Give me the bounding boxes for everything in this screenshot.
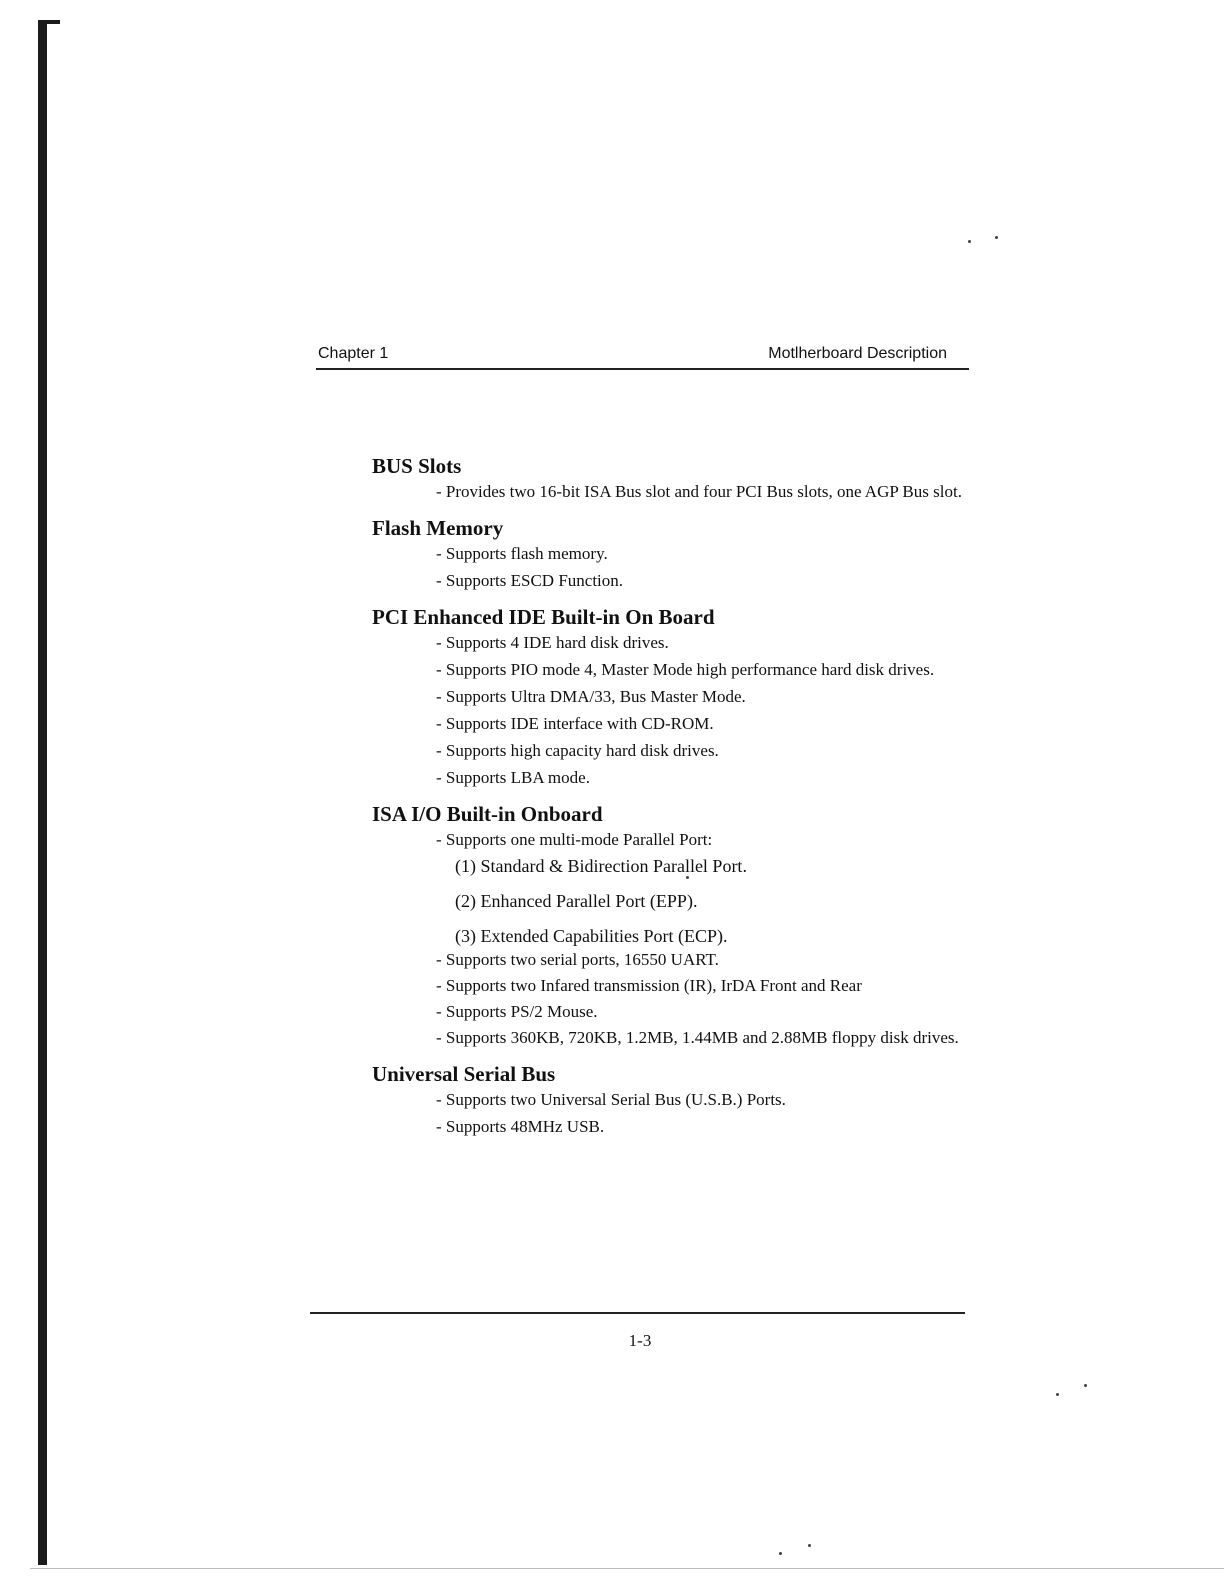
sub-list	[372, 854, 972, 948]
list-item: - Supports Ultra DMA/33, Bus Master Mode.	[436, 687, 746, 706]
list-item: - Supports two Universal Serial Bus (U.S.B.) Ports.	[436, 1090, 786, 1109]
scan-edge-line	[30, 1568, 1224, 1569]
chapter-title: Motlherboard Description	[768, 345, 947, 362]
list-item: - Supports high capacity hard disk drives.	[436, 741, 719, 760]
sub-list-item: (3) Extended Capabilities Port (ECP).	[455, 926, 728, 946]
list-item: - Provides two 16-bit ISA Bus slot and four PCI Bus slots, one AGP Bus slot.	[436, 482, 962, 501]
item-list	[372, 948, 972, 1050]
item-list	[372, 828, 972, 852]
scan-speck	[779, 1552, 782, 1555]
section-flash-memory	[372, 514, 972, 593]
list-item: - Supports 4 IDE hard disk drives.	[436, 633, 669, 652]
list-item: - Supports 48MHz USB.	[436, 1117, 605, 1136]
sub-list-item: (2) Enhanced Parallel Port (EPP).	[455, 891, 698, 911]
list-item: - Supports flash memory.	[436, 544, 608, 563]
item-list	[372, 542, 972, 593]
footer-rule	[310, 1312, 965, 1314]
scan-speck	[1084, 1384, 1087, 1387]
section-isa-io	[372, 800, 972, 1050]
document-body	[372, 452, 972, 1149]
binding-edge-tab	[38, 20, 60, 24]
section-bus-slots	[372, 452, 972, 504]
list-item: - Supports ESCD Function.	[436, 571, 624, 590]
chapter-label: Chapter 1	[318, 345, 389, 362]
section-usb	[372, 1060, 972, 1139]
list-item: - Supports IDE interface with CD-ROM.	[436, 714, 714, 733]
scan-speck	[808, 1544, 811, 1547]
list-item: - Supports two serial ports, 16550 UART.	[436, 950, 719, 969]
running-header	[316, 344, 969, 370]
section-heading: BUS Slots	[372, 454, 462, 478]
scan-speck	[968, 240, 971, 243]
list-item: - Supports 360KB, 720KB, 1.2MB, 1.44MB and 2.88MB floppy disk drives.	[436, 1028, 959, 1047]
list-item: - Supports one multi-mode Parallel Port:	[436, 830, 713, 849]
list-item: - Supports LBA mode.	[436, 768, 590, 787]
section-heading: PCI Enhanced IDE Built-in On Board	[372, 605, 715, 629]
list-item: - Supports PIO mode 4, Master Mode high performance hard disk drives.	[436, 660, 935, 679]
scan-speck	[995, 236, 998, 239]
sub-list-item: (1) Standard & Bidirection Parallel Port.	[455, 856, 747, 876]
section-pci-ide	[372, 603, 972, 790]
list-item: - Supports PS/2 Mouse.	[436, 1002, 598, 1021]
section-heading: ISA I/O Built-in Onboard	[372, 802, 603, 826]
section-heading: Flash Memory	[372, 516, 504, 540]
list-item: - Supports two Infared transmission (IR), IrDA Front and Rear	[436, 976, 862, 995]
page-number: 1-3	[628, 1331, 652, 1350]
section-heading: Universal Serial Bus	[372, 1062, 556, 1086]
item-list	[372, 480, 972, 504]
scan-speck	[1056, 1393, 1059, 1396]
binding-edge	[38, 20, 47, 1565]
item-list	[372, 631, 972, 790]
item-list	[372, 1088, 972, 1139]
